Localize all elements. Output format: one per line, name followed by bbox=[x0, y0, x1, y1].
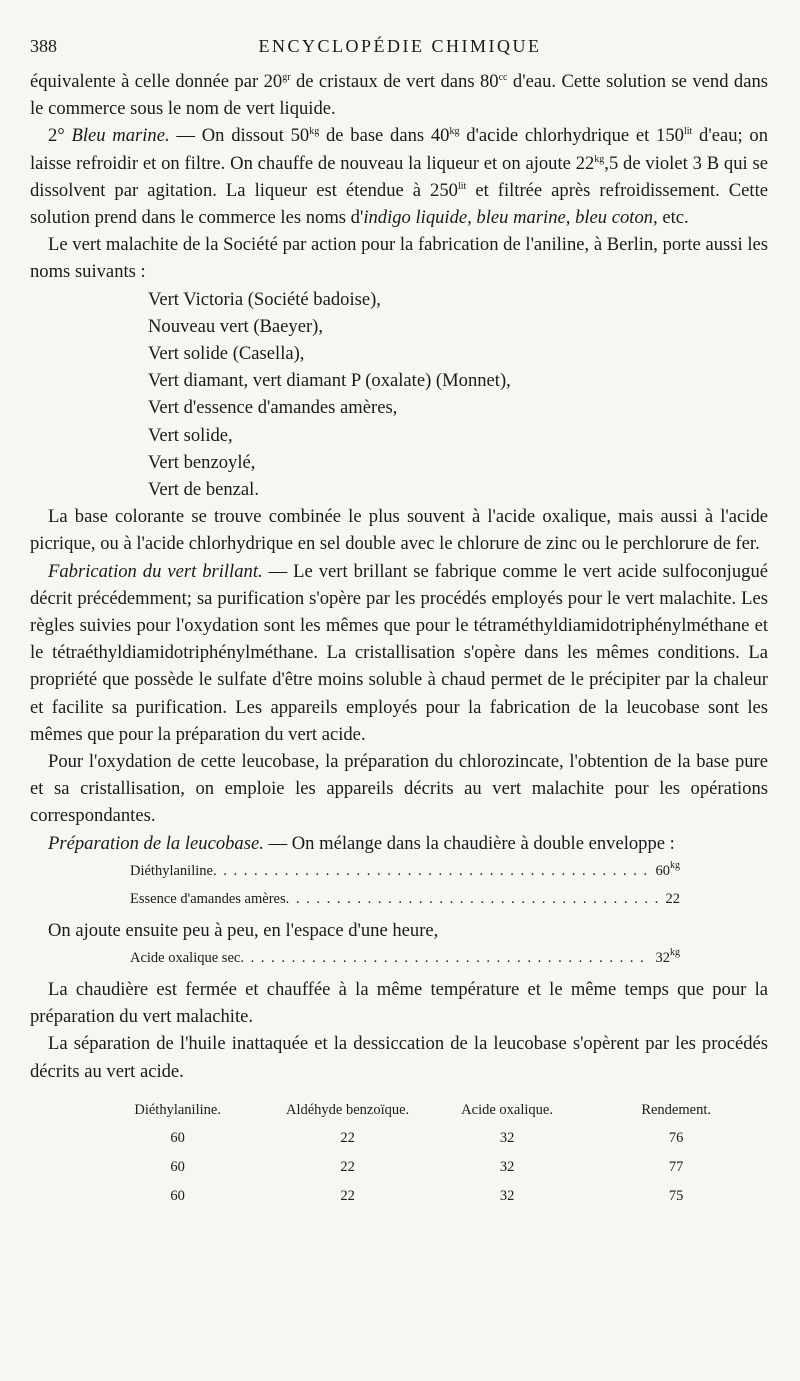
table-cell: 32 bbox=[499, 1159, 515, 1176]
paragraph-oxidation: Pour l'oxydation de cette leucobase, la préparation du chlorozincate, l'obtention de la base pure et sa cristallisation, on emploie les appareils décrits au vert malachite pour les opérations correspondantes. bbox=[30, 750, 768, 827]
yield-table bbox=[90, 1097, 768, 1212]
paragraph-vert-brillant: Fabrication du vert brillant. — Le vert brillant se fabrique comme le vert acide sulfoconjugué décrit précédemment; sa purification s'opère par les procédés employés pour le vert malachite. Les règles suivies pour l'oxydation sont les mêmes que pour le tétraméthyldiamidotriphénylméthane et le tétraéthyldiamidotriphénylméthane. La cristallisation s'opère dans les mêmes conditions. La propriété que possède le sulfate d'être moins soluble à chaud permet de le précipiter par la chaleur et facilite sa purification. Les appareils employés pour la fabrication de la leucobase sont les mêmes que pour la préparation du vert acide. bbox=[30, 560, 768, 745]
paragraph-leucobase: Préparation de la leucobase. — On mélange dans la chaudière à double enveloppe : bbox=[48, 832, 675, 854]
list-item: Nouveau vert (Baeyer), bbox=[148, 315, 324, 337]
section-title-vert-brillant: Fabrication du vert brillant. bbox=[48, 560, 263, 582]
paragraph-add-acid: On ajoute ensuite peu à peu, en l'espace d'une heure, bbox=[48, 919, 439, 941]
table-row bbox=[90, 1182, 768, 1211]
list-item: Vert solide (Casella), bbox=[148, 343, 305, 364]
page-header bbox=[30, 36, 770, 64]
paragraph-liquid-green: équivalente à celle donnée par $20^{gr}$ de cristaux de vert dans $80^{cc}$ d'eau. Cette solution se vend dans le commerce sous le nom de vert liquide. bbox=[30, 71, 769, 120]
column-header: Rendement. bbox=[641, 1101, 711, 1118]
column-header: Acide oxalique. bbox=[461, 1101, 553, 1118]
paragraph-bleu-marine: 2° Bleu marine. — On dissout $50^{kg}$ de base dans $40^{kg}$ d'acide chlorhydrique et $150^{lit}$ d'eau; on laisse refroidir et on filtre. On chauffe de nouveau la liqueur et on ajoute $22^{kg},5$ de violet 3 B qui se dissolvent par agitation. La liqueur est étendue à $250^{lit}$ et filtrée après refroidissement. Cette solution prend dans le commerce les noms d'indigo liquide, bleu marine, bleu coton, etc. bbox=[30, 125, 768, 229]
table-cell: 60 bbox=[170, 1159, 185, 1176]
paragraph-heating: La chaudière est fermée et chauffée à la même température et le même temps que pour la préparation du vert malachite. bbox=[30, 978, 768, 1028]
paragraph-separation: La séparation de l'huile inattaquée et la dessiccation de la leucobase s'opèrent par les procédés décrits au vert acide. bbox=[30, 1033, 768, 1082]
table-cell: 32 bbox=[499, 1129, 515, 1146]
table-cell: 75 bbox=[668, 1188, 684, 1205]
section-title-bleu-marine: Bleu marine. bbox=[71, 125, 170, 147]
section-title-leucobase: Préparation de la leucobase. bbox=[48, 832, 264, 854]
ingredient-row: Essence d'amandes amères . . . 22 bbox=[130, 885, 680, 913]
table-cell: 32 bbox=[499, 1188, 515, 1205]
names-list bbox=[148, 286, 768, 504]
table-row bbox=[90, 1153, 768, 1182]
page-body bbox=[30, 68, 768, 1212]
list-item: Vert Victoria (Société badoise), bbox=[148, 288, 381, 310]
table-cell: 22 bbox=[340, 1159, 355, 1176]
column-header: Aldéhyde benzoïque. bbox=[285, 1101, 410, 1118]
list-item: Vert diamant, vert diamant P (oxalate) (Monnet), bbox=[148, 370, 511, 392]
page-number: 388 bbox=[30, 36, 57, 56]
running-title: ENCYCLOPÉDIE CHIMIQUE bbox=[258, 36, 542, 56]
table-cell: 22 bbox=[340, 1188, 355, 1205]
ingredient-row: Diéthylaniline . . . $60^{kg}$ bbox=[130, 857, 680, 885]
list-item: Vert benzoylé, bbox=[148, 451, 256, 473]
list-item: Vert d'essence d'amandes amères, bbox=[148, 397, 398, 419]
table-row bbox=[90, 1124, 768, 1153]
column-header: Diéthylaniline. bbox=[134, 1101, 221, 1118]
table-cell: 60 bbox=[170, 1129, 185, 1146]
table-cell: 76 bbox=[668, 1129, 684, 1146]
table-header-row bbox=[90, 1097, 768, 1124]
table-cell: 60 bbox=[170, 1188, 185, 1205]
ingredient-row: Acide oxalique sec . . . $32^{kg}$ bbox=[130, 944, 680, 972]
table-cell: 22 bbox=[340, 1129, 355, 1146]
paragraph-colouring-base: La base colorante se trouve combinée le plus souvent à l'acide oxalique, mais aussi à l'acide picrique, ou à l'acide chlorhydrique en sel double avec le chlorure de zinc ou le perchlorure de fer. bbox=[30, 506, 768, 555]
paragraph-malachite-names: Le vert malachite de la Société par action pour la fabrication de l'aniline, à Berlin, porte aussi les noms suivants : bbox=[30, 234, 768, 283]
table-cell: 77 bbox=[668, 1159, 684, 1176]
list-item: Vert de benzal. bbox=[148, 478, 259, 500]
list-item: Vert solide, bbox=[148, 424, 233, 446]
